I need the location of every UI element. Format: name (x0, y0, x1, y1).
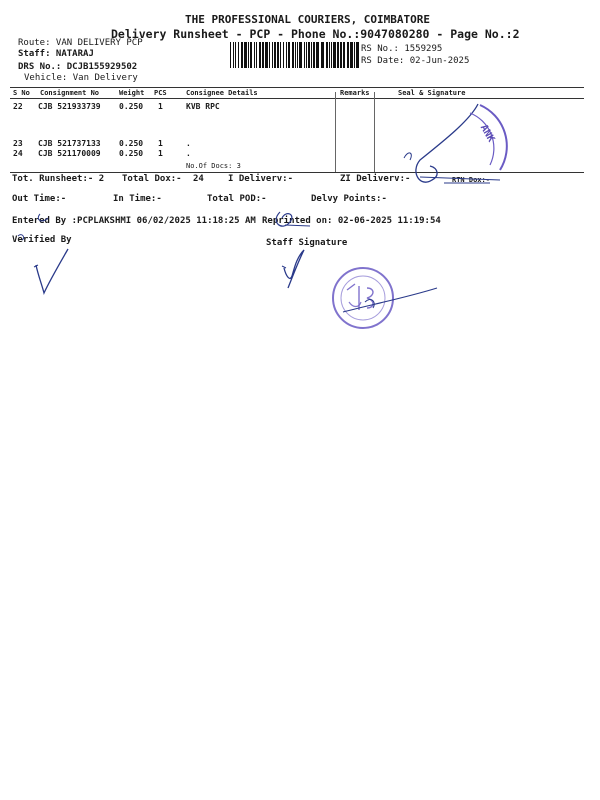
zi-delivery: ZI Deliverv:- (340, 174, 411, 184)
company-title: THE PROFESSIONAL COURIERS, COIMBATORE (185, 13, 431, 26)
col-header-consignee: Consignee Details (186, 89, 258, 97)
total-runsheet: Tot. Runsheet:- 2 (12, 174, 105, 184)
row-24-consignee: . (186, 149, 191, 158)
col-header-pcs: PCS (154, 89, 167, 97)
row-23-consignee: . (186, 139, 191, 148)
row-23-pcs: 1 (158, 139, 163, 148)
delvy-points: Delvy Points:- (311, 194, 387, 204)
col-header-consignment: Consignment No (40, 89, 100, 97)
vehicle-label: Vehicle: Van Delivery (24, 73, 138, 83)
row-22-consignee: KVB RPC (186, 102, 220, 111)
rs-date: RS Date: 02-Jun-2025 (361, 56, 470, 66)
col-header-sno: S No (13, 89, 30, 97)
col-header-weight: Weight (119, 89, 145, 97)
reprinted-on: Reprinted on: 02-06-2025 11:19:54 (262, 216, 441, 226)
staff-label: Staff: NATARAJ (18, 49, 94, 59)
total-dox-label: Total Dox:- (122, 174, 182, 184)
route-label: Route: VAN DELIVERY PCP (18, 38, 143, 48)
row-24-sno: 24 (13, 149, 23, 158)
total-dox-value: 24 (193, 174, 204, 184)
col-header-remarks: Remarks (340, 89, 370, 97)
col-header-seal: Seal & Signature (398, 89, 466, 97)
drs-number: DRS No.: DCJB155929502 (18, 62, 138, 72)
in-time: In Time:- (113, 194, 162, 204)
row-23-consignment: CJB 521737133 (38, 139, 101, 148)
verified-by: Verified By (12, 235, 72, 245)
row-22-sno: 22 (13, 102, 23, 111)
total-pod: Total POD:- (207, 194, 267, 204)
row-22-pcs: 1 (158, 102, 163, 111)
entered-by: Entered By :PCPLAKSHMI 06/02/2025 11:18:25 AM (12, 216, 256, 226)
no-of-docs: No.Of Docs: 3 (186, 162, 241, 170)
rtn-dox: RTN Dox:- (452, 176, 490, 184)
rs-number: RS No.: 1559295 (361, 44, 443, 54)
row-22-weight: 0.250 (119, 102, 144, 111)
verifier-signature (28, 245, 88, 305)
out-time: Out Time:- (12, 194, 67, 204)
staff-signature-label: Staff Signature (266, 238, 348, 248)
runsheet-subtitle: Delivery Runsheet - PCP - Phone No.:9047080280 - Page No.:2 (111, 27, 520, 41)
row-24-pcs: 1 (158, 149, 163, 158)
row-24-weight: 0.250 (119, 149, 144, 158)
row-23-weight: 0.250 (119, 139, 144, 148)
row-24-consignment: CJB 521170009 (38, 149, 101, 158)
office-stamp (325, 262, 465, 352)
i-delivery: I Deliverv:- (228, 174, 294, 184)
bank-stamp-text: ANK (477, 122, 497, 145)
row-23-sno: 23 (13, 139, 23, 148)
row-22-consignment: CJB 521933739 (38, 102, 101, 111)
